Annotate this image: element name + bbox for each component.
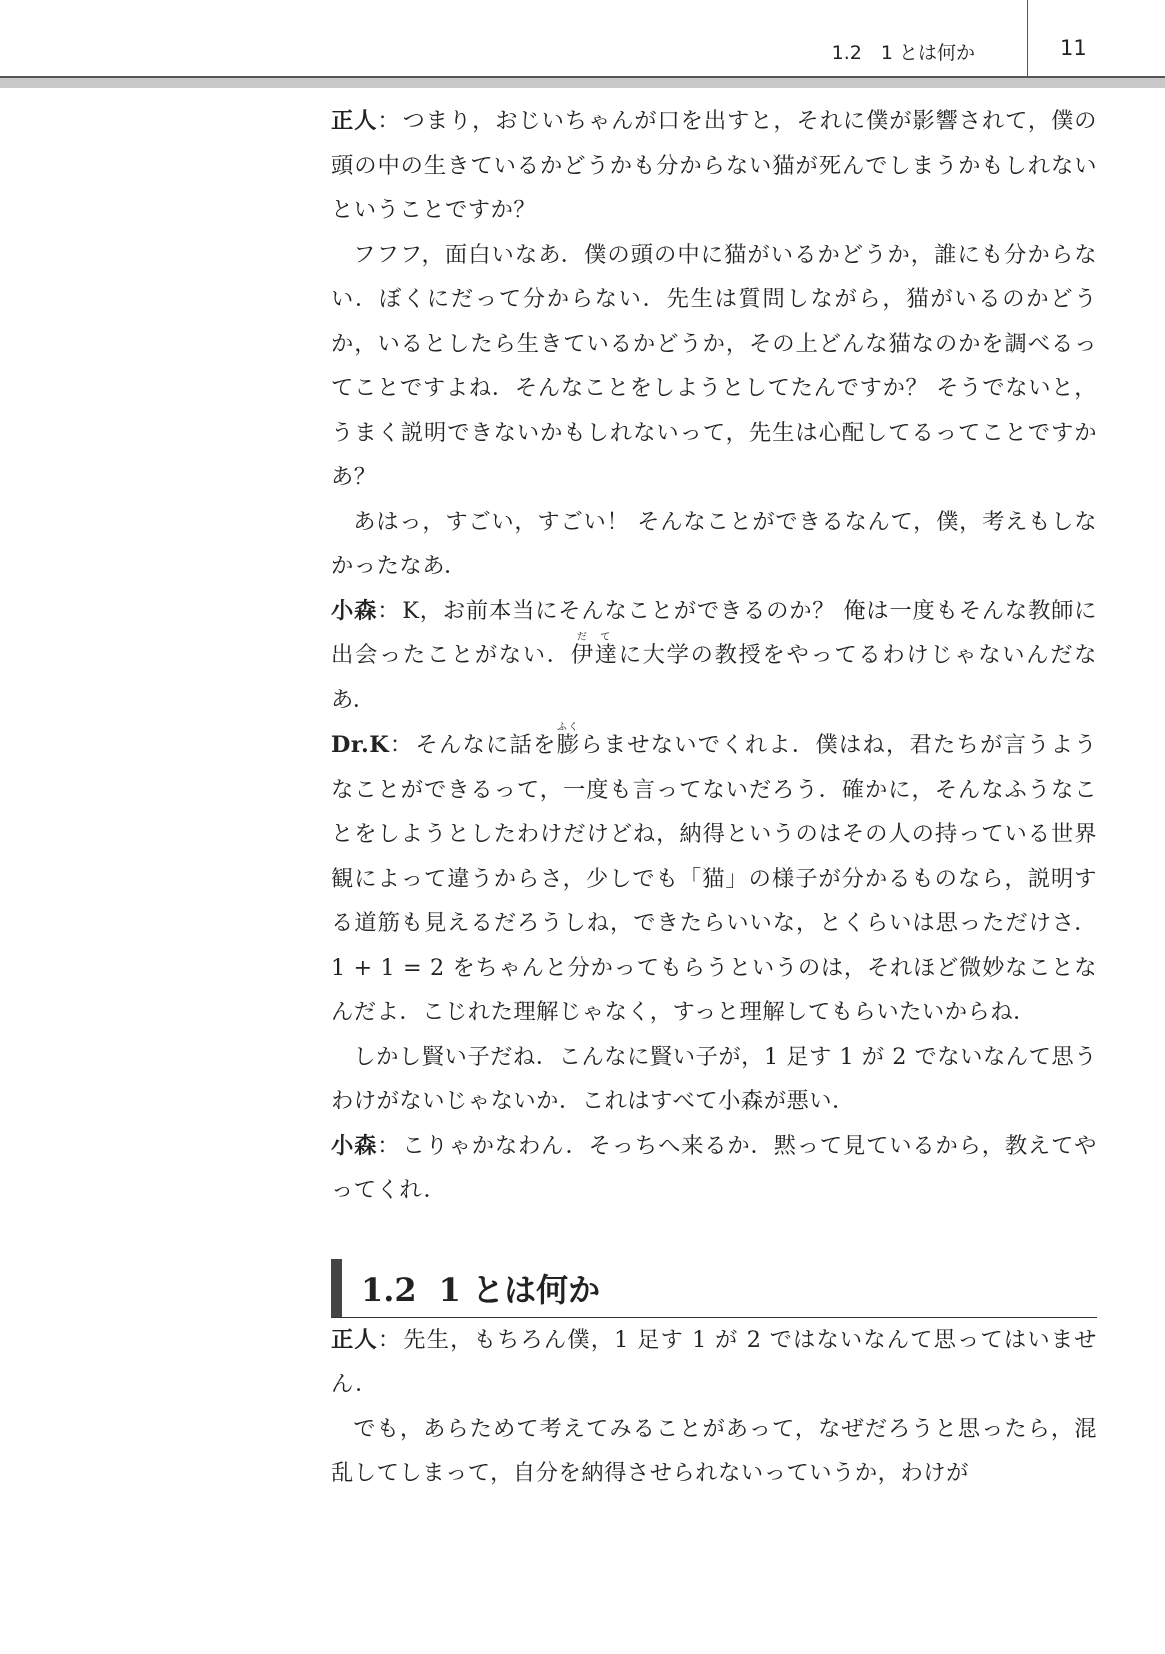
- ruby-annotation: [570, 632, 619, 668]
- section-title-text: 1 とは何か: [438, 1270, 601, 1309]
- page-number: 11: [1060, 36, 1087, 60]
- speaker-separator: ：: [389, 732, 414, 758]
- speaker-separator: ：: [377, 108, 401, 134]
- speaker-label: 小森: [331, 1132, 378, 1159]
- dialogue-text: に大学の教授をやってるわけじゃないんだなあ．: [331, 642, 1097, 713]
- speaker-separator: ：: [377, 597, 401, 624]
- header-band: [0, 78, 1165, 88]
- dialogue-continuation: フフフ，面白いなあ．僕の頭の中に猫がいるかどうか，誰にも分からない．ぼくにだって分からない．先生は質問しながら，猫がいるのかどうか，いるとしたら生きているかどうか，その上どんな猫なのかを調べるってことですよね．そんなことをしようとしてたんですか？ そうでないと，うまく説明できないかもしれないって，先生は心配してるってことですかあ？: [331, 241, 1097, 490]
- speaker-label: 小森: [331, 597, 378, 624]
- dialogue-continuation: あはっ，すごい，すごい！ そんなことができるなんて，僕，考えもしなかったなあ．: [331, 508, 1097, 579]
- dialogue-komori-1: [331, 589, 1097, 723]
- dialogue-continuation: でも，あらためて考えてみることがあって，なぜだろうと思ったら，混乱してしまって，自分を納得させられないっていうか，わけが: [331, 1415, 1097, 1486]
- speaker-separator: ：: [377, 1132, 401, 1159]
- section-number: 1.2: [361, 1270, 417, 1309]
- dialogue-text: そんなに話を: [415, 732, 557, 758]
- ruby-base: 伊達: [570, 642, 619, 668]
- dialogue-text: こりゃかなわん．そっちへ来るか．黙って見ているから，教えてやってくれ．: [331, 1132, 1097, 1203]
- speaker-label: 正人: [331, 108, 378, 134]
- dialogue-drk-1: [331, 722, 1097, 1035]
- section-marker-bar: [331, 1259, 342, 1317]
- speaker-label: Dr.K: [331, 732, 390, 758]
- ruby-annotation: [556, 722, 581, 758]
- speaker-label: 正人: [331, 1326, 378, 1353]
- dialogue-masato-1: [331, 99, 1097, 233]
- dialogue-continuation: しかし賢い子だね．こんなに賢い子が，1 足す 1 が 2 でないなんて思うわけがないじゃないか．これはすべて小森が悪い．: [331, 1043, 1097, 1114]
- section-title: [361, 1265, 600, 1311]
- dialogue-text: K，お前本当にそんなことができるのか？ 俺は一度もそんな教師に出会ったことがない．: [331, 597, 1097, 668]
- ruby-reading: ふく: [556, 722, 580, 733]
- dialogue-masato-2: [331, 1318, 1097, 1407]
- ruby-base: 膨: [556, 732, 581, 758]
- dialogue-text: つまり，おじいちゃんが口を出すと，それに僕が影響されて，僕の頭の中の生きているかどうかも分からない猫が死んでしまうかもしれないということですか？: [331, 108, 1097, 223]
- speaker-separator: ：: [377, 1326, 402, 1353]
- main-text: [331, 99, 1097, 1496]
- dialogue-text: 先生，もちろん僕，1 足す 1 が 2 ではないなんて思ってはいません．: [331, 1326, 1097, 1397]
- page-header: [0, 0, 1165, 90]
- section-heading: [331, 1259, 1097, 1318]
- dialogue-komori-2: [331, 1124, 1097, 1213]
- header-divider: [1027, 0, 1028, 77]
- ruby-reading: だて: [570, 632, 618, 643]
- dialogue-text: らませないでくれよ．僕はね，君たちが言うようなことができるって，一度も言ってないだろう．確かに，そんなふうなことをしようとしたわけだけどね，納得というのはその人の持っている世界観によって違うからさ，少しでも「猫」の様子が分かるものなら，説明する道筋も見えるだろうしね，できたらいいな，とくらいは思っただけさ．1 + 1 = 2 をちゃんと分かってもらうというのは，それほど微妙なことなんだよ．こじれた理解じゃなく，すっと理解してもらいたいからね．: [331, 732, 1097, 1025]
- running-title: 1.2 1 とは何か: [831, 42, 975, 64]
